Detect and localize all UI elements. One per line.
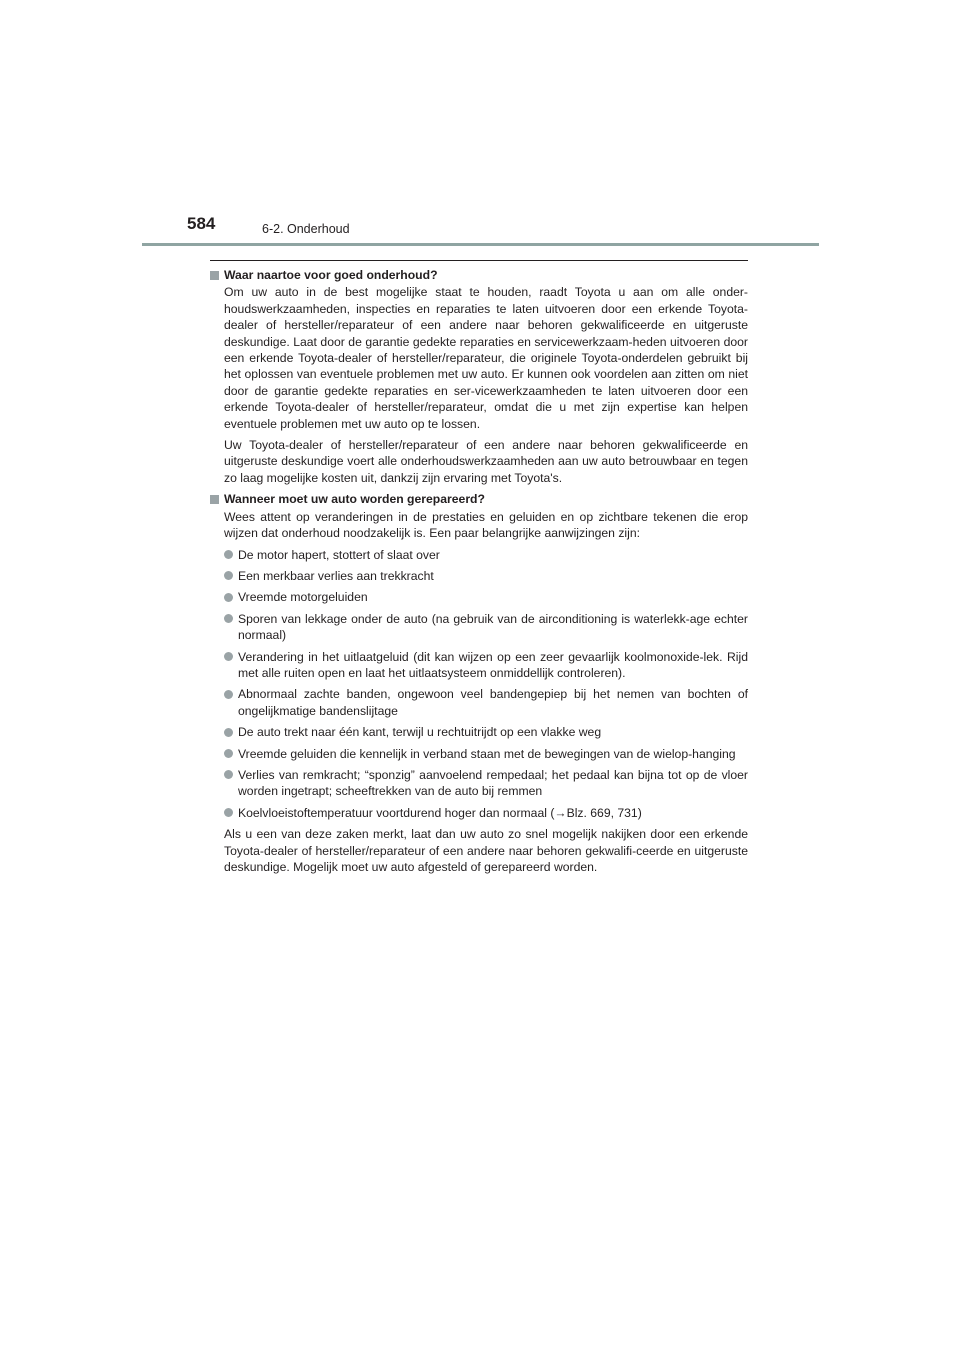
list-item: [224, 805, 748, 821]
circle-bullet-icon: [224, 550, 233, 559]
circle-bullet-icon: [224, 770, 233, 779]
header-rule: [142, 243, 819, 246]
circle-bullet-icon: [224, 808, 233, 817]
list-item-text: Verandering in het uitlaatgeluid (dit kan wijzen op een zeer gevaarlijk koolmonoxide-lek. Rijd met alle ruiten open en laat het uitlaatsysteem onmiddellijk controleren).: [238, 649, 748, 680]
square-bullet-icon: [210, 495, 219, 504]
list-item: [224, 746, 748, 762]
content-rule: [210, 260, 748, 261]
list-item: [224, 767, 748, 800]
list-item-text: Vreemde motorgeluiden: [238, 590, 368, 605]
list-item-text: Abnormaal zachte banden, ongewoon veel bandengepiep bij het nemen van bochten of ongelijkmatige bandenslijtage: [238, 687, 748, 718]
paragraph: Om uw auto in de best mogelijke staat te houden, raadt Toyota u aan om alle onder-houdswerkzaamheden, inspecties en reparaties te laten uitvoeren door een erkende Toyota-dealer of hersteller/reparateur of een andere naar behoren gekwalificeerde en uitgeruste deskundige. Laat door de garantie gedekte reparaties en servicewerkzaam-heden uitvoeren door een erkende Toyota-dealer of hersteller/reparateur, die originele Toyota-onderdelen gebruikt bij het oplossen van eventuele problemen met uw auto. Er kunnen ook voordelen aan zitten om niet door de garantie gedekte reparaties en ser-vicewerkzaamheden te laten uitvoeren door een erkende Toyota-dealer of hersteller/reparateur, omdat die u met zijn expertise kan helpen eventuele problemen met uw auto op te lossen.: [224, 285, 748, 431]
list-item: [224, 547, 748, 563]
section-heading: [210, 491, 748, 507]
list-item: [224, 589, 748, 605]
list-item: [224, 568, 748, 584]
list-item: [224, 649, 748, 682]
list-item-text: De motor hapert, stottert of slaat over: [238, 547, 440, 562]
list-item-text: Verlies van remkracht; “sponzig” aanvoelend rempedaal; het pedaal kan bijna tot op de vloer worden ingetrapt; scheeftrekken van de auto bij remmen: [238, 767, 748, 799]
section-heading: [210, 267, 748, 283]
circle-bullet-icon: [224, 571, 233, 580]
circle-bullet-icon: [224, 690, 233, 699]
closing-paragraph: Als u een van deze zaken merkt, laat dan uw auto zo snel mogelijk nakijken door een erkende Toyota-dealer of hersteller/reparateur of een andere naar behoren gekwalifi-ceerde en uitgeruste deskundige. Mogelijk moet uw auto afgesteld of gerepareerd worden.: [224, 827, 748, 874]
page-content: [210, 265, 748, 875]
list-item-text: Koelvloeistoftemperatuur voortdurend hoger dan normaal (→Blz. 669, 731): [238, 805, 642, 820]
list-item: [224, 611, 748, 644]
list-item-text: De auto trekt naar één kant, terwijl u rechtuitrijdt op een vlakke weg: [238, 725, 602, 740]
circle-bullet-icon: [224, 749, 233, 758]
paragraph: Wees attent op veranderingen in de prestaties en geluiden en op zichtbare tekenen die erop wijzen dat onderhoud noodzakelijk is. Een paar belangrijke aanwijzingen zijn:: [224, 509, 748, 541]
list-item-text: Een merkbaar verlies aan trekkracht: [238, 568, 434, 583]
bullet-list: [210, 547, 748, 822]
circle-bullet-icon: [224, 614, 233, 623]
circle-bullet-icon: [224, 728, 233, 737]
section-title: 6-2. Onderhoud: [262, 222, 350, 236]
list-item: [224, 724, 748, 740]
list-item-text: Vreemde geluiden die kennelijk in verband staan met de bewegingen van de wielop-hanging: [238, 746, 736, 761]
circle-bullet-icon: [224, 652, 233, 661]
paragraph: Uw Toyota-dealer of hersteller/reparateur of een andere naar behoren gekwalificeerde en uitgeruste deskundige voert alle onderhoudswerkzaamheden aan uw auto betrouwbaar en tegen zo laag mogelijke kosten uit, dankzij zijn ervaring met Toyota's.: [224, 438, 748, 485]
list-item: [224, 686, 748, 719]
list-item-text: Sporen van lekkage onder de auto (na gebruik van de airconditioning is waterlekk-age echter normaal): [238, 611, 748, 643]
section-heading-text: Wanneer moet uw auto worden gerepareerd?: [224, 492, 485, 507]
square-bullet-icon: [210, 271, 219, 280]
page-number: 584: [187, 214, 216, 233]
section-heading-text: Waar naartoe voor goed onderhoud?: [224, 268, 438, 282]
circle-bullet-icon: [224, 593, 233, 602]
